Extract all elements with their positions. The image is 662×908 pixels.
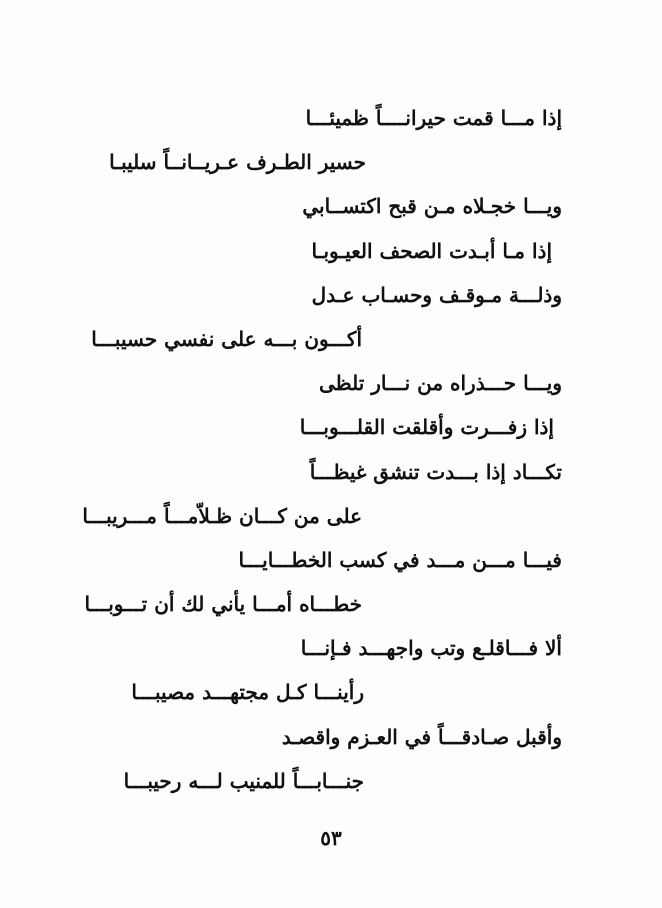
verse-line: إذا مـا أبـدت الصحف العيـوبـا bbox=[311, 238, 552, 263]
page-number: ٥٣ bbox=[320, 826, 342, 850]
verse-line: إذا مـــا قمت حيرانــــاً ظميئـــا bbox=[305, 106, 562, 130]
verse-line: إذا زفـــرت وأقلقت القلـــوبـــا bbox=[299, 415, 554, 440]
verse-line: رأينـــا كـل مجتهـــد مصيبـــا bbox=[131, 680, 364, 705]
verse-line: على من كـــان ظـلاّمـــاً مـــريبـــا bbox=[82, 503, 362, 528]
verse-line: جنـــابـــاً للمنيب لـــه رحيبـــا bbox=[123, 768, 364, 793]
verse-line: وأقبل صـادقـــاً في العـزم واقصـد bbox=[281, 724, 562, 749]
verse-line: حسير الطـرف عـريــانــاً سليبـا bbox=[109, 150, 366, 175]
verse-line: ويـــا حـــذراه من نـــار تلظى bbox=[319, 371, 562, 396]
verse-line: خطـــاه أمـــا يأني لك أن تـــوبـــا bbox=[84, 592, 362, 617]
poem bbox=[60, 96, 562, 803]
verse-line: أكـــون بـــه على نفسي حسيبـــا bbox=[91, 326, 362, 351]
verse-line: فيـــا مـــن مـــد في كسب الخطـــايـــا bbox=[238, 547, 562, 572]
verse-line: تكـــاد إذا بـــدت تنشق غيظـــاً bbox=[309, 459, 562, 484]
verse-line: وذلـــة مـوقـف وحسـاب عـدل bbox=[311, 282, 562, 307]
verse-line: ألا فـــاقلـع وتب واجهـــد فـإنـــا bbox=[300, 636, 562, 661]
verse-line: ويـــا خجـلاه مـن قبح اكتســابي bbox=[302, 194, 562, 219]
